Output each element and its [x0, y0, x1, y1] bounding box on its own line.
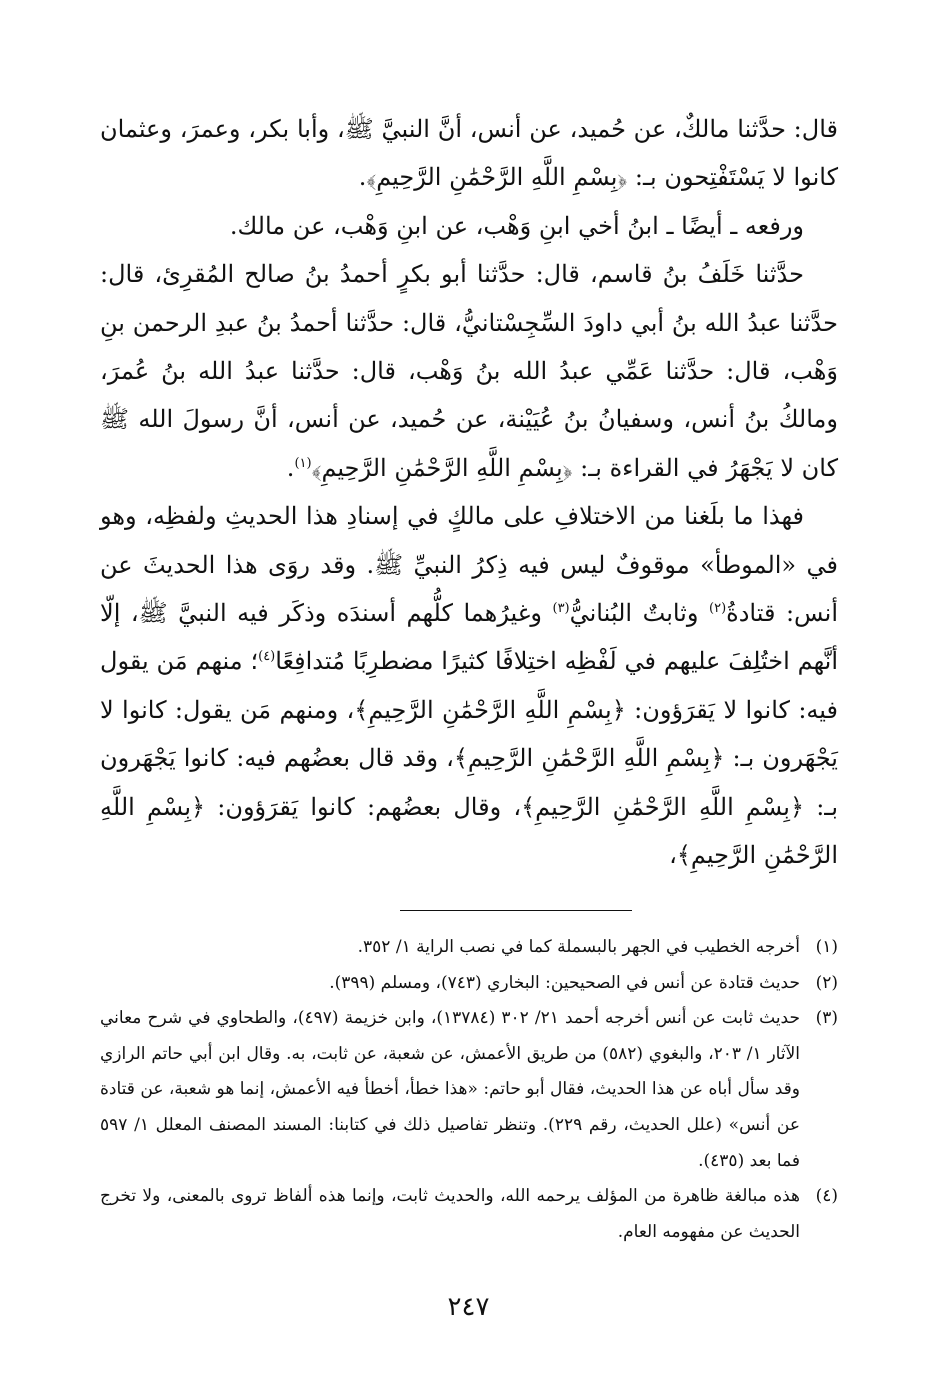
footnote-ref-3[interactable]: (٣): [552, 601, 570, 617]
paragraph-1: [100, 105, 838, 202]
footnote-2-text: حديث قتادة عن أنس في الصحيحين: البخاري (٧٤٣)، ومسلم (٣٩٩).: [329, 972, 800, 993]
footnote-1: [100, 930, 838, 966]
paragraph-4-text: فهذا ما بلَغنا من الاختلافِ على مالكٍ في إسنادِ هذا الحديثِ ولفظِه، وهو في «الموطأ» موقوفٌ ليس فيه ذِكرُ النبيِّ ﷺ. وقد روَى هذا الحديثَ عن أنس: قتادةُ: [100, 502, 839, 628]
main-text-block: [100, 105, 838, 880]
paragraph-4-part-3: ؛ منهم مَن يقول فيه: كانوا لا يَقرَؤون: ﴿بِسْمِ اللَّهِ الرَّحْمَٰنِ الرَّحِيمِ﴾، ومنهم مَن يقول: كانوا لا يَجْهَرون بـ: ﴿بِسْمِ اللَّهِ الرَّحْمَٰنِ الرَّحِيمِ﴾، وقد قال بعضُهم فيه: كانوا يَجْهَرون بـ: ﴿بِسْمِ اللَّهِ الرَّحْمَٰنِ الرَّحِيمِ﴾، وقال بعضُهم: كانوا يَقرَؤون: ﴿بِسْمِ اللَّهِ الرَّحْمَٰنِ الرَّحِيمِ﴾،: [100, 647, 838, 870]
footnote-4-text: هذه مبالغة ظاهرة من المؤلف يرحمه الله، والحديث ثابت، وإنما هذه ألفاظ تروى بالمعنى، ولا تخرج الحديث عن مفهومه العام.: [100, 1186, 800, 1242]
footnote-3-text: حديث ثابت عن أنس أخرجه أحمد ٢١/ ٣٠٢ (١٣٧٨٤)، وابن خزيمة (٤٩٧)، والطحاوي في شرح معاني الآثار ١/ ٢٠٣، والبغوي (٥٨٢) من طريق الأعمش، عن شعبة، عن ثابت، به. وقال ابن أبي حاتم الرازي وقد سأل أباه عن هذا الحديث، فقال أبو حاتم: «هذا خطأ، أخطأ فيه الأعمش، إنما هو شعبة، عن قتادة عن أنس» (علل الحديث، رقم ٢٢٩). وتنظر تفاصيل ذلك في كتابنا: المسند المصنف المعلل ١/ ٥٩٧ فما بعد (٤٣٥).: [100, 1008, 801, 1171]
footnote-3: [100, 1001, 838, 1179]
paragraph-3-text: حدَّثنا خَلَفُ بنُ قاسم، قال: حدَّثنا أبو بكرٍ أحمدُ بنُ صالح المُقرِئ، قال: حدَّثنا عبدُ الله بنُ أبي داودَ السِّجِسْتانيُّ، قال: حدَّثنا أحمدُ بنُ عبدِ الرحمن بنِ وَهْب، قال: حدَّثنا عَمِّي عبدُ الله بنُ وَهْب، قال: حدَّثنا عبدُ الله بنُ عُمرَ، ومالكُ بنُ أنس، وسفيانُ بنُ عُيَيْنة، عن حُميد، عن أنس، أنَّ رسولَ الله ﷺ كان لا يَجْهَرُ في القراءة بـ: ﴿بِسْمِ اللَّهِ الرَّحْمَٰنِ الرَّحِيمِ﴾: [100, 260, 838, 482]
footnote-divider: [400, 910, 632, 911]
footnote-4: [100, 1179, 838, 1250]
page-number: ٢٤٧: [447, 1292, 490, 1322]
footnote-4-number: (٤): [815, 1186, 838, 1207]
paragraph-1-text: قال: حدَّثنا مالكٌ، عن حُميد، عن أنس، أنَّ النبيَّ ﷺ، وأبا بكر، وعمرَ، وعثمان كانوا لا يَسْتَفْتِحون بـ: ﴿بِسْمِ اللَّهِ الرَّحْمَٰنِ الرَّحِيمِ﴾.: [100, 115, 838, 192]
footnote-1-number: (١): [815, 937, 838, 957]
paragraph-3-tail: .: [286, 453, 295, 482]
paragraph-4-part-2: وغيرُهما كلُّهم أسندَه وذكَر فيه النبيَّ ﷺ، إلّا أنَّهم اختُلِفَ عليهم في لَفْظِه اختِلافًا كثيرًا مضطرِبًا مُتدافِعًا: [100, 599, 838, 676]
paragraph-3: [100, 250, 838, 492]
paragraph-4-part-1: وثابتٌ البُنانيُّ: [569, 599, 709, 628]
footnote-ref-2[interactable]: (٢): [709, 601, 727, 617]
paragraph-2: [100, 202, 838, 250]
paragraph-2-text: ورفعه ـ أيضًا ـ ابنُ أخي ابنِ وَهْب، عن ابنِ وَهْب، عن مالك.: [229, 211, 804, 240]
footnote-ref-4[interactable]: (٤): [258, 649, 276, 665]
footnote-2-number: (٢): [815, 972, 838, 993]
footnote-2: [100, 966, 838, 1002]
footnote-1-text: أخرجه الخطيب في الجهر بالبسملة كما في نصب الراية ١/ ٣٥٢.: [357, 937, 800, 957]
footnote-ref-1[interactable]: (١): [294, 455, 312, 471]
paragraph-4: [100, 492, 838, 879]
footnote-3-number: (٣): [815, 1008, 838, 1029]
footnotes-section: [100, 930, 838, 1250]
body-text: [100, 105, 838, 880]
